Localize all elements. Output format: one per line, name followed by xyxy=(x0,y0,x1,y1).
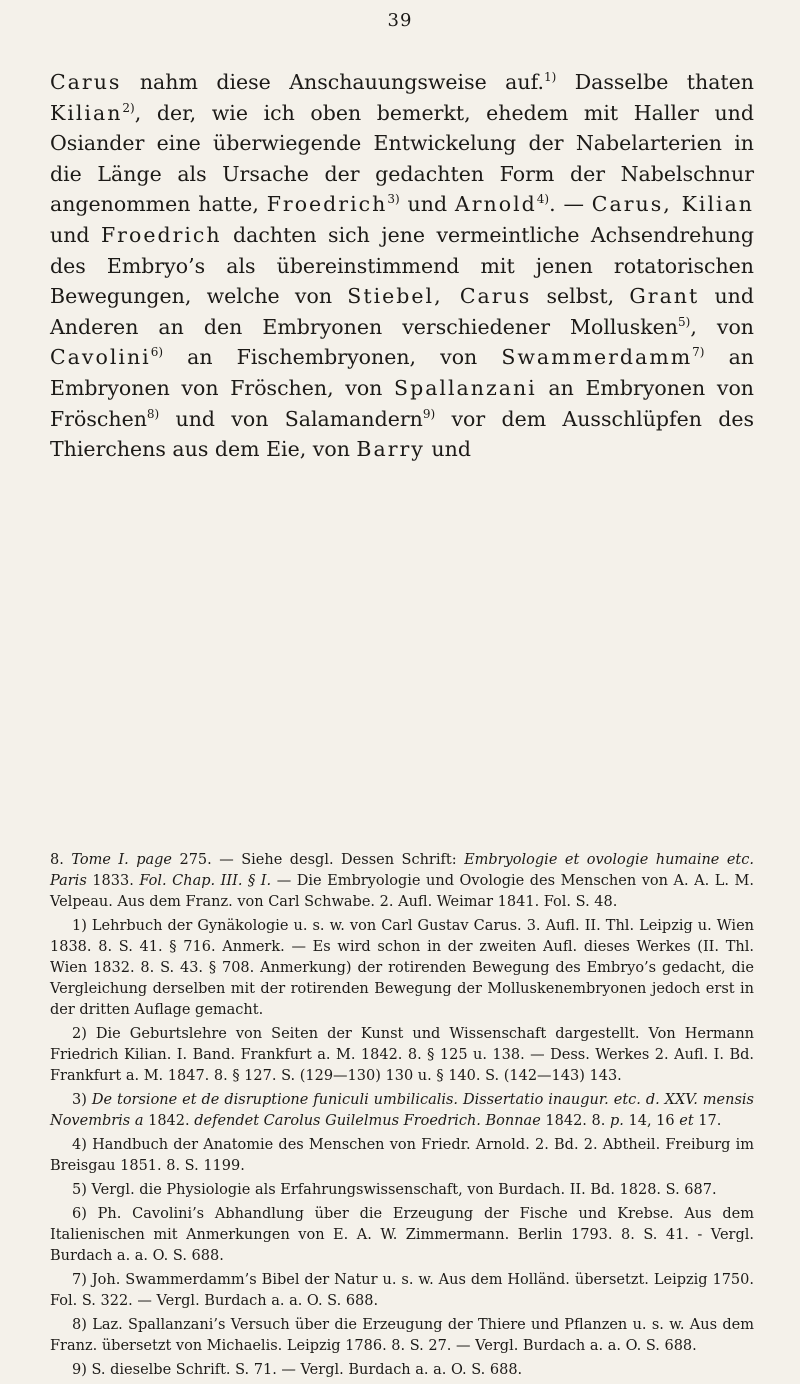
footnote-2: 2) Die Geburtslehre von Seiten der Kunst und Wissenschaft dargestellt. Von Hermann Friedrich Kilian. I. Band. Frankfurt a. M. 1842. 8. § 125 u. 138. — Dess. Werkes 2. Aufl. I. Bd. Frankfurt a. M. 1847. 8. § 127. S. (129—130) 130 u. § 140. S. (142—143) 143. xyxy=(50,1026,754,1084)
footnote-ref: 1) xyxy=(543,70,557,85)
footnote-ref: 2) xyxy=(122,100,135,115)
footnote-ref: 6) xyxy=(150,345,164,360)
author-name: Cavolini xyxy=(50,345,151,370)
footnote-ref: 4) xyxy=(536,192,550,207)
text-run: Dasselbe thaten xyxy=(556,70,754,94)
text-run: und von Salamandern xyxy=(159,406,423,431)
author-name: Arnold xyxy=(454,192,537,217)
text-run: selbst, xyxy=(531,284,630,309)
text-run: 1842. xyxy=(143,1113,195,1129)
footnote-7: 7) Joh. Swammerdamm’s Bibel der Natur u. s. w. Aus dem Holländ. übersetzt. Leipzig 1750. Fol. S. 322. — Vergl. Burdach a. a. O. S. 688. xyxy=(50,1272,754,1309)
footnote-4: 4) Handbuch der Anatomie des Menschen von Friedr. Arnold. 2. Bd. 2. Abtheil. Freiburg im Breisgau 1851. 8. S. 1199. xyxy=(50,1137,754,1174)
text-run: , von xyxy=(690,314,754,339)
text-run-italic: defendet Carolus Guilelmus Froedrich. Bonnae xyxy=(194,1113,541,1129)
author-name: Swammerdamm xyxy=(501,345,693,370)
text-run-italic: De torsione et de disruptione funiculi umbilicalis. Dissertatio inaugur. etc. d. XXV. mensis Novembris a xyxy=(50,1092,754,1129)
text-run-italic: Tome I. page xyxy=(71,852,172,868)
text-run-italic: Fol. Chap. III. § I. xyxy=(139,873,272,889)
text-run: dachten sich jene vermeintliche Achsendrehung des Embryo’s als übereinstimmend mit jenen rotatorischen Bewegungen, welche von xyxy=(50,222,755,309)
text-run: an Embryonen von Fröschen xyxy=(50,375,755,431)
author-name: Froedrich xyxy=(266,192,388,217)
text-run-italic: p. xyxy=(609,1113,624,1129)
text-run: . — xyxy=(549,192,592,217)
text-run: 275. — Siehe desgl. Dessen Schrift: xyxy=(172,852,465,868)
text-run: und xyxy=(424,437,471,462)
text-run: 3) xyxy=(72,1092,92,1108)
text-run: 1833. xyxy=(86,873,140,889)
author-name: Spallanzani xyxy=(394,375,537,400)
footnote-ref: 8) xyxy=(146,406,160,421)
author-name: Barry xyxy=(356,437,425,462)
text-run: an Embryonen von Fröschen, von xyxy=(50,345,754,400)
footnote-1: 1) Lehrbuch der Gynäkologie u. s. w. von Carl Gustav Carus. 3. Aufl. II. Thl. Leipzig u. Wien 1838. 8. S. 41. § 716. Anmerk. — Es wird schon in der zweiten Aufl. dieses Werkes (II. Thl. Wien 1832. 8. S. 43. § 708. Anmerkung) der rotirenden Bewegung des Embryo’s gedacht, die Vergleichung derselben mit der rotirenden Bewegung der Molluskenembryonen jedoch erst in der dritten Auflage gemacht. xyxy=(50,918,754,1018)
text-run-italic: Embryologie et ovologie humaine etc. Paris xyxy=(50,852,754,889)
footnote-ref: 7) xyxy=(692,345,705,360)
author-name: Carus xyxy=(50,70,122,94)
text-run: und Anderen an den Embryonen verschiedener Mollusken xyxy=(50,284,755,339)
author-name: Froedrich xyxy=(100,222,222,247)
footnote-6: 6) Ph. Cavolini’s Abhandlung über die Erzeugung der Fische und Krebse. Aus dem Italienischen mit Anmerkungen von E. A. W. Zimmermann. Berlin 1793. 8. S. 41. - Vergl. Burdach a. a. O. S. 688. xyxy=(50,1206,754,1264)
text-run: an Fischembryonen, von xyxy=(163,345,502,370)
footnote-8: 8) Laz. Spallanzani’s Versuch über die Erzeugung der Thiere und Pflanzen u. s. w. Aus dem Franz. übersetzt von Michaelis. Leipzig 1786. 8. S. 27. — Vergl. Burdach a. a. O. S. 688. xyxy=(50,1317,754,1354)
text-run: nahm diese Anschauungsweise auf. xyxy=(121,70,544,94)
author-name: Kilian xyxy=(50,100,123,125)
text-run: 8. xyxy=(50,852,72,868)
author-name: Stiebel, Carus xyxy=(347,284,532,309)
footnote-3 xyxy=(50,1090,754,1132)
text-run: 14, 16 xyxy=(623,1113,680,1129)
text-run: 17. xyxy=(693,1113,722,1129)
text-run-italic: et xyxy=(679,1113,694,1129)
footnote-5: 5) Vergl. die Physiologie als Erfahrungswissenschaft, von Burdach. II. Bd. 1828. S. 687. xyxy=(72,1182,717,1198)
page-number: 39 xyxy=(387,10,413,31)
text-run: und xyxy=(399,192,455,217)
text-run: — Die Embryologie und Ovologie des Menschen von A. A. L. M. Velpeau. Aus dem Franz. von Carl Schwabe. 2. Aufl. Weimar 1841. Fol. S. 48. xyxy=(50,873,755,910)
footnote-9: 9) S. dieselbe Schrift. S. 71. — Vergl. Burdach a. a. O. S. 688. xyxy=(72,1362,523,1378)
footnote-ref: 3) xyxy=(387,192,400,207)
main-paragraph xyxy=(50,67,754,465)
footnote-carryover xyxy=(50,850,754,913)
text-run: 1842. 8. xyxy=(540,1113,610,1129)
author-name: Grant xyxy=(629,284,700,309)
footnote-ref: 5) xyxy=(677,314,691,329)
footnote-ref: 9) xyxy=(422,406,436,421)
text-run: , der, wie ich oben bemerkt, ehedem mit Haller und Osiander eine überwiegende Entwickelung der Nabelarterien in die Länge als Ursache der gedachten Form der Nabelschnur angenommen hatte, xyxy=(50,100,754,217)
author-name: Carus, Kilian xyxy=(591,192,754,217)
paragraph xyxy=(50,67,754,465)
text-run: vor dem Ausschlüpfen des Thierchens aus dem Eie, von xyxy=(50,406,755,462)
text-run: und xyxy=(50,222,101,247)
footnotes xyxy=(50,850,754,1384)
